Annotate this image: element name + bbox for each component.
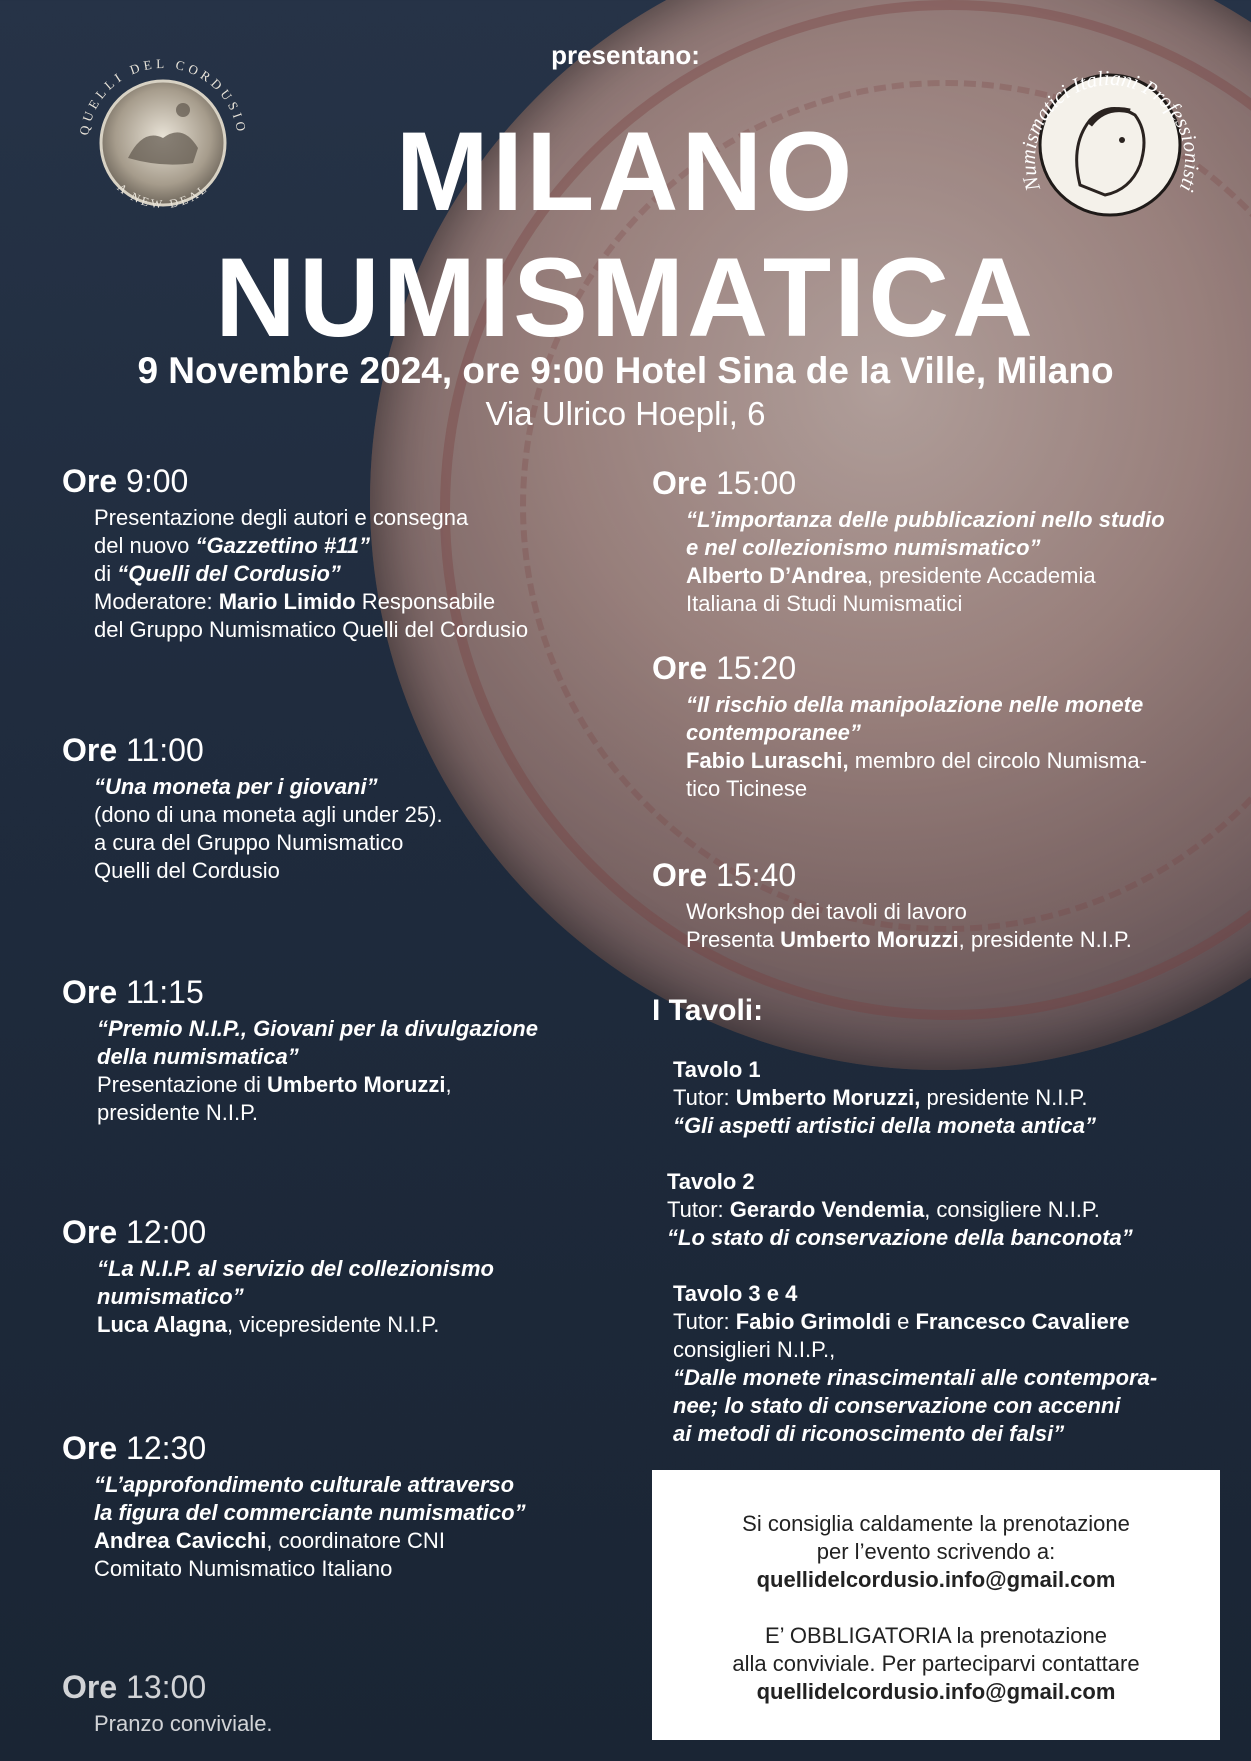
ore-label: Ore xyxy=(62,1430,118,1466)
text-run: Presentazione degli autori e consegna xyxy=(94,505,469,530)
text-line xyxy=(686,691,1147,719)
title-quote: “L’approfondimento culturale attraverso xyxy=(94,1472,515,1497)
schedule-time xyxy=(652,649,1147,687)
text-line xyxy=(94,588,528,616)
text-line xyxy=(97,1071,538,1099)
schedule-time xyxy=(62,731,443,769)
text-line xyxy=(686,506,1165,534)
text-run: Comitato Numismatico Italiano xyxy=(94,1556,393,1581)
title-quote: numismatico” xyxy=(97,1284,244,1309)
ore-label: Ore xyxy=(652,650,708,686)
tavolo-1 xyxy=(673,1056,1096,1140)
schedule-block-left-5 xyxy=(62,1668,273,1738)
title-quote: della numismatica” xyxy=(97,1044,299,1069)
text-run: Quelli del Cordusio xyxy=(94,858,280,883)
schedule-block-right-0 xyxy=(652,464,1165,618)
name-text: Mario Limido xyxy=(218,589,356,614)
text-line xyxy=(686,926,1132,954)
text-line xyxy=(667,1196,1133,1224)
schedule-description xyxy=(97,1015,538,1127)
text-run: del Gruppo Numismatico Quelli del Cordusio xyxy=(94,617,529,642)
text-line xyxy=(94,560,528,588)
time-value: 13:00 xyxy=(126,1669,207,1705)
title-quote: “L’importanza delle pubblicazioni nello studio xyxy=(686,507,1165,532)
schedule-description xyxy=(97,1255,494,1339)
text-run: consiglieri N.I.P., xyxy=(673,1337,836,1362)
schedule-time xyxy=(62,462,528,500)
title-quote: “Gazzettino #11” xyxy=(195,533,370,558)
schedule-block-left-4 xyxy=(62,1429,526,1583)
text-line xyxy=(686,590,1165,618)
logo-left-bottom-text: A NEW DEAL xyxy=(114,180,212,212)
schedule-time xyxy=(652,856,1132,894)
text-run: Tutor: xyxy=(667,1197,730,1222)
name-text: Umberto Moruzzi xyxy=(267,1072,446,1097)
name-text: Andrea Cavicchi xyxy=(94,1528,267,1553)
schedule-description xyxy=(94,1471,526,1583)
schedule-description xyxy=(94,773,443,885)
text-run: Responsabile xyxy=(355,589,496,614)
info-line-1: Si consiglia caldamente la prenotazione xyxy=(742,1511,1130,1536)
text-line xyxy=(673,1364,1157,1392)
text-run: , coordinatore CNI xyxy=(266,1528,445,1553)
text-line xyxy=(94,532,528,560)
text-run: , presidente N.I.P. xyxy=(958,927,1132,952)
title-quote: “Gli aspetti artistici della moneta antica” xyxy=(673,1113,1097,1138)
name-text: Gerardo Vendemia xyxy=(729,1197,925,1222)
logo-left-top-text: QUELLI DEL CORDUSIO xyxy=(76,55,250,137)
text-line xyxy=(97,1015,538,1043)
text-line xyxy=(673,1420,1157,1448)
text-line xyxy=(686,719,1147,747)
text-run: tico Ticinese xyxy=(686,776,808,801)
schedule-block-left-3 xyxy=(62,1213,494,1339)
text-line xyxy=(94,504,528,532)
text-run: Tutor: xyxy=(673,1309,736,1334)
time-value: 9:00 xyxy=(126,463,189,499)
text-line xyxy=(686,775,1147,803)
title-quote: nee; lo stato di conservazione con accenni xyxy=(673,1393,1121,1418)
text-line xyxy=(673,1112,1096,1140)
schedule-description xyxy=(94,1710,273,1738)
text-run: , vicepresidente N.I.P. xyxy=(227,1312,440,1337)
text-run: presidente N.I.P. xyxy=(920,1085,1088,1110)
ore-label: Ore xyxy=(62,732,118,768)
text-run: presidente N.I.P. xyxy=(97,1100,259,1125)
text-run: membro del circolo Numisma- xyxy=(848,748,1147,773)
text-line xyxy=(94,773,443,801)
text-line xyxy=(686,534,1165,562)
event-date-location: 9 Novembre 2024, ore 9:00 Hotel Sina de la Ville, Milano xyxy=(137,350,1114,391)
text-line xyxy=(94,1471,526,1499)
text-line xyxy=(94,1499,526,1527)
text-run: di xyxy=(94,561,118,586)
name-text: Umberto Moruzzi, xyxy=(735,1085,921,1110)
info-line-4: alla conviviale. Per parteciparvi contattare xyxy=(732,1651,1140,1676)
time-value: 15:40 xyxy=(716,857,797,893)
presentano-label: presentano: xyxy=(551,40,700,70)
title-quote: “Il rischio della manipolazione nelle monete xyxy=(686,692,1144,717)
tavoli-title: I Tavoli: xyxy=(652,994,764,1027)
info-line-2: per l’evento scrivendo a: xyxy=(816,1539,1056,1564)
text-line xyxy=(97,1311,494,1339)
text-line xyxy=(94,1527,526,1555)
title-quote: “Quelli del Cordusio” xyxy=(117,561,341,586)
title-quote: “Lo stato di conservazione della banconota” xyxy=(667,1225,1133,1250)
schedule-block-right-1 xyxy=(652,649,1147,803)
schedule-description xyxy=(686,898,1132,954)
time-value: 11:00 xyxy=(126,732,204,768)
logo-right-text: Numismatici Italiani Professionisti xyxy=(1015,65,1205,196)
text-line xyxy=(673,1392,1157,1420)
title-quote: “Premio N.I.P., Giovani per la divulgazione xyxy=(97,1016,538,1041)
title-quote: e nel collezionismo numismatico” xyxy=(686,535,1041,560)
name-text: Fabio Grimoldi xyxy=(735,1309,891,1334)
text-line xyxy=(673,1056,1096,1084)
schedule-block-left-0 xyxy=(62,462,528,644)
text-line xyxy=(673,1336,1157,1364)
time-value: 12:00 xyxy=(126,1214,207,1250)
booking-info-box xyxy=(652,1470,1220,1740)
ore-label: Ore xyxy=(62,463,118,499)
text-run: (dono di una moneta agli under 25). xyxy=(94,802,443,827)
text-line xyxy=(686,898,1132,926)
schedule-description xyxy=(94,504,528,644)
text-line xyxy=(686,562,1165,590)
text-run: , presidente Accademia xyxy=(866,563,1096,588)
text-line xyxy=(673,1280,1157,1308)
text-run: e xyxy=(891,1309,916,1334)
ore-label: Ore xyxy=(652,465,708,501)
schedule-time xyxy=(62,973,538,1011)
ore-label: Ore xyxy=(62,1214,118,1250)
schedule-block-left-2 xyxy=(62,973,538,1127)
name-text: Umberto Moruzzi xyxy=(780,927,959,952)
ore-label: Ore xyxy=(652,857,708,893)
title-line-2: NUMISMATICA xyxy=(214,235,1037,360)
name-text: Francesco Cavaliere xyxy=(915,1309,1130,1334)
name-text: Luca Alagna xyxy=(97,1312,227,1337)
text-run: Pranzo conviviale. xyxy=(94,1711,273,1736)
title-quote: “Dalle monete rinascimentali alle contempora- xyxy=(673,1365,1158,1390)
text-run: Presentazione di xyxy=(97,1072,267,1097)
tavolo-2 xyxy=(667,1168,1133,1252)
text-run: , xyxy=(445,1072,452,1097)
text-line xyxy=(94,1555,526,1583)
text-line xyxy=(667,1168,1133,1196)
text-run: , consigliere N.I.P. xyxy=(924,1197,1100,1222)
schedule-time xyxy=(62,1429,526,1467)
title-quote: ai metodi di riconoscimento dei falsi” xyxy=(673,1421,1065,1446)
tavolo-3-4 xyxy=(673,1280,1157,1448)
schedule-block-right-2 xyxy=(652,856,1132,954)
text-line xyxy=(97,1099,538,1127)
time-value: 15:00 xyxy=(716,465,797,501)
text-line xyxy=(94,857,443,885)
text-line xyxy=(94,801,443,829)
name-text: Tavolo 3 e 4 xyxy=(673,1281,798,1306)
text-run: del nuovo xyxy=(94,533,196,558)
info-email-2[interactable]: quellidelcordusio.info@gmail.com xyxy=(756,1679,1116,1704)
text-line xyxy=(97,1283,494,1311)
title-line-1: MILANO xyxy=(395,109,856,234)
text-run: Italiana di Studi Numismatici xyxy=(686,591,963,616)
schedule-time xyxy=(652,464,1165,502)
time-value: 12:30 xyxy=(126,1430,207,1466)
ore-label: Ore xyxy=(62,974,118,1010)
text-line xyxy=(94,1710,273,1738)
info-line-3: E’ OBBLIGATORIA la prenotazione xyxy=(765,1623,1107,1648)
schedule-description xyxy=(686,691,1147,803)
schedule-description xyxy=(686,506,1165,618)
text-line xyxy=(97,1043,538,1071)
schedule-time xyxy=(62,1213,494,1251)
name-text: Fabio Luraschi, xyxy=(686,748,849,773)
title-quote: “Una moneta per i giovani” xyxy=(94,774,378,799)
ore-label: Ore xyxy=(62,1669,118,1705)
title-quote: contemporanee” xyxy=(686,720,861,745)
text-run: Presenta xyxy=(686,927,781,952)
text-line xyxy=(673,1084,1096,1112)
text-run: Moderatore: xyxy=(94,589,219,614)
info-email-1[interactable]: quellidelcordusio.info@gmail.com xyxy=(756,1567,1116,1592)
text-run: a cura del Gruppo Numismatico xyxy=(94,830,404,855)
title-quote: “La N.I.P. al servizio del collezionismo xyxy=(97,1256,494,1281)
text-line xyxy=(94,829,443,857)
time-value: 11:15 xyxy=(126,974,204,1010)
name-text: Alberto D’Andrea xyxy=(686,563,867,588)
text-line xyxy=(97,1255,494,1283)
schedule-time xyxy=(62,1668,273,1706)
title-quote: la figura del commerciante numismatico” xyxy=(94,1500,526,1525)
time-value: 15:20 xyxy=(716,650,797,686)
text-run: Tutor: xyxy=(673,1085,736,1110)
text-run: Workshop dei tavoli di lavoro xyxy=(686,899,967,924)
text-line xyxy=(667,1224,1133,1252)
name-text: Tavolo 1 xyxy=(673,1057,761,1082)
schedule-block-left-1 xyxy=(62,731,443,885)
text-line xyxy=(673,1308,1157,1336)
text-line xyxy=(686,747,1147,775)
event-address: Via Ulrico Hoepli, 6 xyxy=(485,395,766,432)
name-text: Tavolo 2 xyxy=(667,1169,755,1194)
text-line xyxy=(94,616,528,644)
